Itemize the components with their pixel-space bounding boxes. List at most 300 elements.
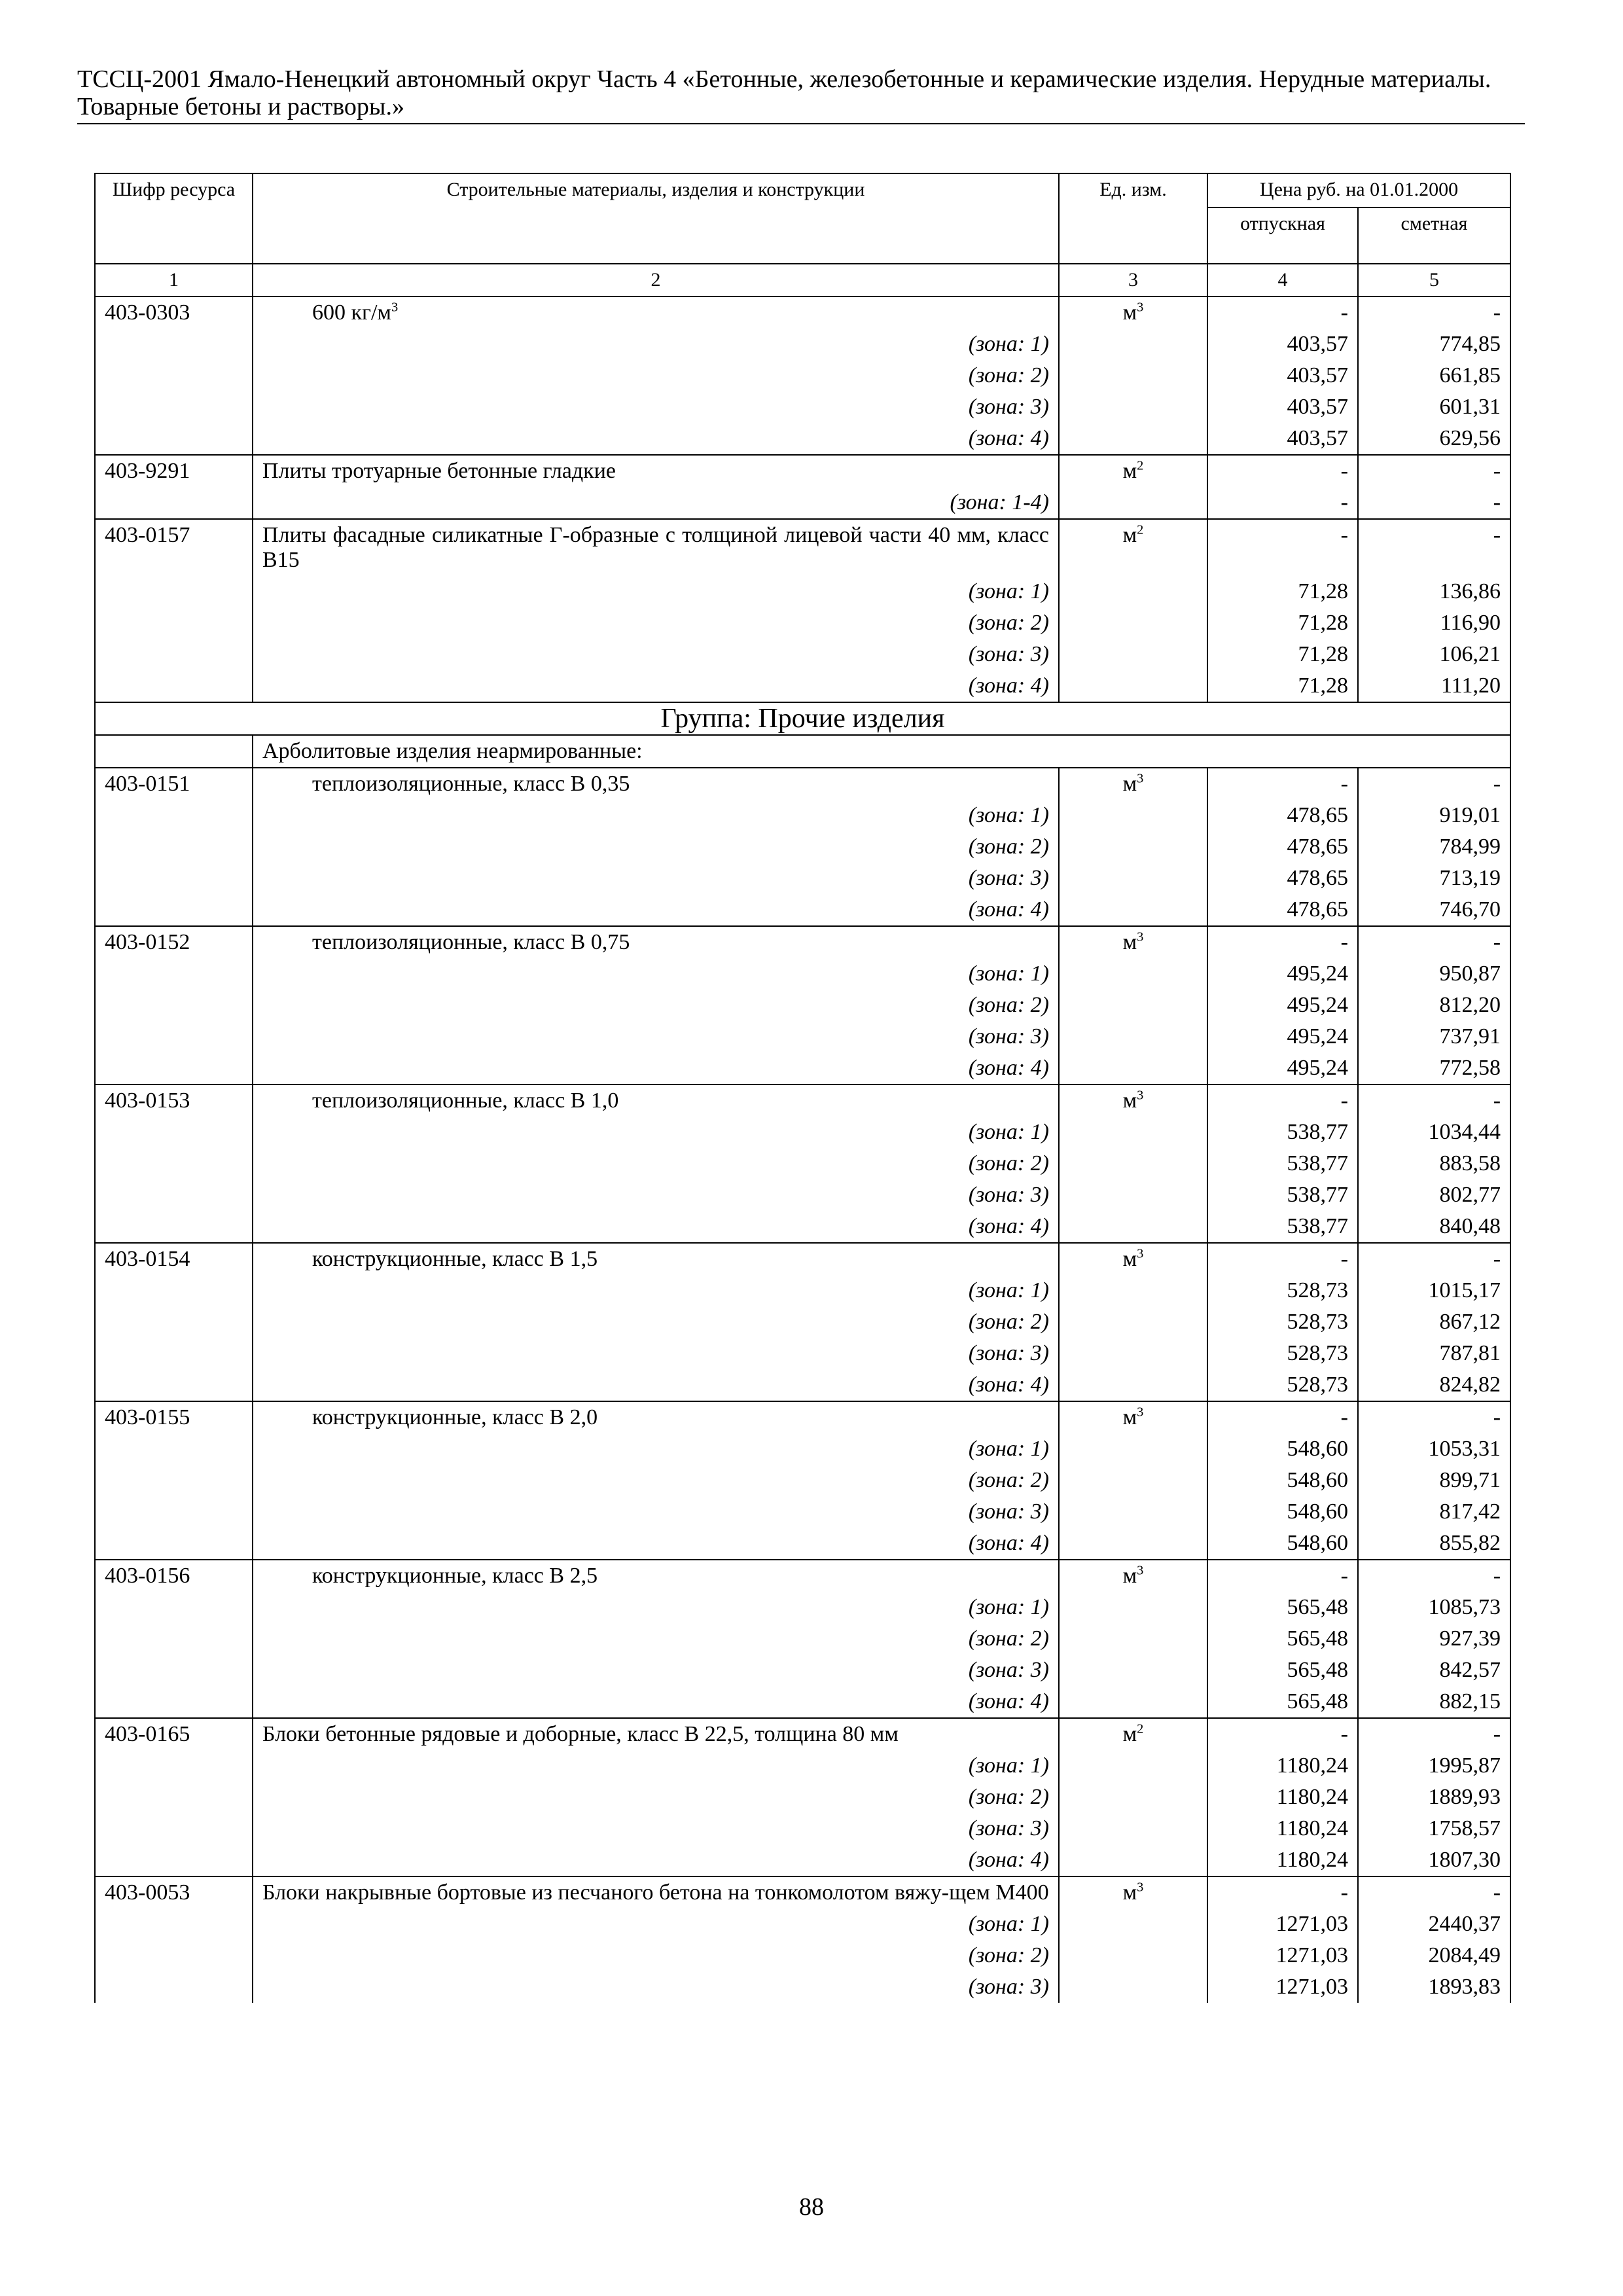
release-price: -: [1207, 926, 1358, 958]
zone-label: (зона: 1): [253, 1750, 1059, 1782]
zone-release-price: 478,65: [1207, 894, 1358, 926]
item-name: теплоизоляционные, класс В 0,35: [253, 768, 1059, 800]
column-number: 3: [1059, 264, 1207, 296]
empty-code-cell: [95, 1465, 253, 1496]
zone-release-price: 1180,24: [1207, 1844, 1358, 1876]
empty-code-cell: [95, 990, 253, 1021]
empty-unit-cell: [1059, 576, 1207, 607]
zone-release-price: 495,24: [1207, 1021, 1358, 1052]
zone-row: [95, 1148, 1510, 1179]
zone-row: [95, 990, 1510, 1021]
zone-release-price: 565,48: [1207, 1686, 1358, 1718]
zone-row: [95, 360, 1510, 391]
col-unit-header: Ед. изм.: [1059, 173, 1207, 264]
zone-row: [95, 1940, 1510, 1971]
zone-row: [95, 800, 1510, 831]
zone-release-price: 548,60: [1207, 1465, 1358, 1496]
group-title-row: [95, 702, 1510, 735]
unit-cell-text: м: [1122, 1564, 1137, 1588]
table-header-row: [95, 173, 1510, 207]
unit-cell: [1059, 768, 1207, 800]
zone-estimate-price: 746,70: [1358, 894, 1510, 926]
zone-estimate-price: 927,39: [1358, 1623, 1510, 1655]
empty-unit-cell: [1059, 1592, 1207, 1623]
estimate-price: -: [1358, 768, 1510, 800]
zone-row: [95, 1306, 1510, 1338]
unit-cell: [1059, 1560, 1207, 1592]
zone-release-price: 403,57: [1207, 423, 1358, 455]
zone-row: [95, 1465, 1510, 1496]
zone-label: (зона: 2): [253, 1306, 1059, 1338]
zone-release-price: 1271,03: [1207, 1909, 1358, 1940]
unit-cell-superscript: 3: [1137, 929, 1144, 944]
zone-release-price: 495,24: [1207, 990, 1358, 1021]
release-price: -: [1207, 1876, 1358, 1909]
zone-estimate-price: -: [1358, 487, 1510, 519]
zone-release-price: 528,73: [1207, 1338, 1358, 1369]
empty-code-cell: [95, 1275, 253, 1306]
release-price: -: [1207, 1085, 1358, 1117]
zone-label: (зона: 4): [253, 1211, 1059, 1243]
zone-estimate-price: 1758,57: [1358, 1813, 1510, 1844]
zone-label: (зона: 1): [253, 576, 1059, 607]
zone-estimate-price: 2084,49: [1358, 1940, 1510, 1971]
release-price: -: [1207, 1560, 1358, 1592]
empty-code-cell: [95, 1623, 253, 1655]
zone-estimate-price: 899,71: [1358, 1465, 1510, 1496]
empty-unit-cell: [1059, 1528, 1207, 1560]
zone-estimate-price: 772,58: [1358, 1052, 1510, 1085]
zone-label: (зона: 1): [253, 1117, 1059, 1148]
empty-code-cell: [95, 1052, 253, 1085]
zone-estimate-price: 824,82: [1358, 1369, 1510, 1401]
zone-label: (зона: 1): [253, 958, 1059, 990]
unit-cell: [1059, 926, 1207, 958]
zone-label: (зона: 3): [253, 1338, 1059, 1369]
item-row: [95, 926, 1510, 958]
item-name: Плиты фасадные силикатные Г-образные с толщиной лицевой части 40 мм, класс В15: [253, 519, 1059, 576]
zone-release-price: 528,73: [1207, 1306, 1358, 1338]
zone-estimate-price: 842,57: [1358, 1655, 1510, 1686]
unit-cell: [1059, 1243, 1207, 1275]
zone-row: [95, 1592, 1510, 1623]
zone-label: (зона: 2): [253, 1148, 1059, 1179]
zone-estimate-price: 774,85: [1358, 329, 1510, 360]
empty-unit-cell: [1059, 1275, 1207, 1306]
zone-release-price: 528,73: [1207, 1275, 1358, 1306]
zone-row: [95, 391, 1510, 423]
estimate-price: -: [1358, 926, 1510, 958]
empty-unit-cell: [1059, 329, 1207, 360]
release-price: -: [1207, 768, 1358, 800]
zone-estimate-price: 1893,83: [1358, 1971, 1510, 2003]
empty-code-cell: [95, 1782, 253, 1813]
item-name: Блоки бетонные рядовые и доборные, класс В 22,5, толщина 80 мм: [253, 1718, 1059, 1750]
zone-row: [95, 1686, 1510, 1718]
zone-row: [95, 1052, 1510, 1085]
item-name: теплоизоляционные, класс В 1,0: [253, 1085, 1059, 1117]
empty-unit-cell: [1059, 1782, 1207, 1813]
zone-label: (зона: 3): [253, 1813, 1059, 1844]
item-name: теплоизоляционные, класс В 0,75: [253, 926, 1059, 958]
zone-estimate-price: 882,15: [1358, 1686, 1510, 1718]
table-body-group: [95, 768, 1510, 2003]
col-release-header: отпускная: [1207, 207, 1358, 264]
zone-label: (зона: 2): [253, 607, 1059, 639]
empty-code-cell: [95, 1655, 253, 1686]
zone-estimate-price: 601,31: [1358, 391, 1510, 423]
zone-release-price: 1271,03: [1207, 1971, 1358, 2003]
zone-label: (зона: 4): [253, 894, 1059, 926]
empty-code-cell: [95, 800, 253, 831]
zone-label: (зона: 3): [253, 391, 1059, 423]
zone-row: [95, 1179, 1510, 1211]
zone-row: [95, 1211, 1510, 1243]
zone-estimate-price: 111,20: [1358, 670, 1510, 702]
zone-release-price: 565,48: [1207, 1592, 1358, 1623]
zone-release-price: 1180,24: [1207, 1813, 1358, 1844]
zone-label: (зона: 2): [253, 360, 1059, 391]
column-number: 5: [1358, 264, 1510, 296]
zone-release-price: 1180,24: [1207, 1782, 1358, 1813]
unit-cell: [1059, 1876, 1207, 1909]
empty-unit-cell: [1059, 894, 1207, 926]
zone-estimate-price: 817,42: [1358, 1496, 1510, 1528]
zone-estimate-price: 1807,30: [1358, 1844, 1510, 1876]
unit-cell: [1059, 1718, 1207, 1750]
zone-estimate-price: 812,20: [1358, 990, 1510, 1021]
zone-release-price: 538,77: [1207, 1148, 1358, 1179]
zone-row: [95, 1909, 1510, 1940]
empty-unit-cell: [1059, 1148, 1207, 1179]
zone-release-price: 1271,03: [1207, 1940, 1358, 1971]
item-name: конструкционные, класс В 1,5: [253, 1243, 1059, 1275]
unit-cell-superscript: 2: [1137, 522, 1144, 537]
unit-cell-superscript: 3: [1137, 771, 1144, 786]
release-price: -: [1207, 1401, 1358, 1433]
empty-unit-cell: [1059, 863, 1207, 894]
empty-code-cell: [95, 1117, 253, 1148]
zone-release-price: 1180,24: [1207, 1750, 1358, 1782]
table-body-top: [95, 296, 1510, 702]
empty-code-cell: [95, 1813, 253, 1844]
zone-estimate-price: 1015,17: [1358, 1275, 1510, 1306]
zone-label: (зона: 3): [253, 1971, 1059, 2003]
item-name: Блоки накрывные бортовые из песчаного бетона на тонкомолотом вяжу-щем М400: [253, 1876, 1059, 1909]
zone-estimate-price: 950,87: [1358, 958, 1510, 990]
empty-unit-cell: [1059, 1686, 1207, 1718]
item-row: [95, 455, 1510, 487]
resource-code: 403-0155: [95, 1401, 253, 1433]
zone-row: [95, 1655, 1510, 1686]
zone-release-price: 538,77: [1207, 1179, 1358, 1211]
zone-label: (зона: 4): [253, 423, 1059, 455]
zone-label: (зона: 2): [253, 1940, 1059, 1971]
zone-estimate-price: 2440,37: [1358, 1909, 1510, 1940]
subheading-code-cell: [95, 735, 253, 768]
resource-code: 403-0152: [95, 926, 253, 958]
empty-unit-cell: [1059, 423, 1207, 455]
resource-code: 403-0151: [95, 768, 253, 800]
group-title: Группа: Прочие изделия: [95, 702, 1510, 735]
zone-release-price: 528,73: [1207, 1369, 1358, 1401]
empty-code-cell: [95, 1433, 253, 1465]
empty-code-cell: [95, 1528, 253, 1560]
unit-cell-superscript: 3: [1137, 300, 1144, 315]
estimate-price: -: [1358, 1718, 1510, 1750]
item-name-superscript: 3: [391, 300, 399, 315]
estimate-price: -: [1358, 1876, 1510, 1909]
unit-cell: [1059, 1401, 1207, 1433]
zone-row: [95, 1971, 1510, 2003]
empty-code-cell: [95, 1940, 253, 1971]
zone-row: [95, 1528, 1510, 1560]
empty-code-cell: [95, 607, 253, 639]
empty-unit-cell: [1059, 607, 1207, 639]
zone-estimate-price: 867,12: [1358, 1306, 1510, 1338]
empty-unit-cell: [1059, 360, 1207, 391]
zone-estimate-price: 1053,31: [1358, 1433, 1510, 1465]
unit-cell-text: м: [1122, 1088, 1137, 1113]
zone-row: [95, 958, 1510, 990]
zone-release-price: 548,60: [1207, 1496, 1358, 1528]
zone-label: (зона: 2): [253, 990, 1059, 1021]
zone-release-price: -: [1207, 487, 1358, 519]
empty-unit-cell: [1059, 958, 1207, 990]
zone-row: [95, 607, 1510, 639]
empty-unit-cell: [1059, 1117, 1207, 1148]
zone-row: [95, 1433, 1510, 1465]
empty-unit-cell: [1059, 1338, 1207, 1369]
zone-release-price: 565,48: [1207, 1623, 1358, 1655]
estimate-price: -: [1358, 455, 1510, 487]
zone-release-price: 478,65: [1207, 800, 1358, 831]
zone-estimate-price: 1995,87: [1358, 1750, 1510, 1782]
zone-row: [95, 831, 1510, 863]
zone-release-price: 71,28: [1207, 607, 1358, 639]
col-name-header: Строительные материалы, изделия и конструкции: [253, 173, 1059, 264]
zone-row: [95, 1750, 1510, 1782]
unit-cell-text: м: [1122, 1722, 1137, 1746]
empty-unit-cell: [1059, 1306, 1207, 1338]
zone-estimate-price: 919,01: [1358, 800, 1510, 831]
subheading-row: [95, 735, 1510, 768]
empty-unit-cell: [1059, 1844, 1207, 1876]
zone-estimate-price: 1889,93: [1358, 1782, 1510, 1813]
unit-cell-superscript: 3: [1137, 1880, 1144, 1895]
zone-estimate-price: 855,82: [1358, 1528, 1510, 1560]
empty-code-cell: [95, 1971, 253, 2003]
zone-release-price: 495,24: [1207, 958, 1358, 990]
zone-release-price: 495,24: [1207, 1052, 1358, 1085]
empty-code-cell: [95, 670, 253, 702]
unit-cell-superscript: 3: [1137, 1563, 1144, 1578]
unit-cell-superscript: 3: [1137, 1405, 1144, 1420]
empty-code-cell: [95, 894, 253, 926]
empty-code-cell: [95, 863, 253, 894]
unit-cell-superscript: 3: [1137, 1088, 1144, 1103]
zone-estimate-price: 116,90: [1358, 607, 1510, 639]
resource-code: 403-0303: [95, 296, 253, 329]
zone-release-price: 548,60: [1207, 1433, 1358, 1465]
unit-cell-superscript: 2: [1137, 458, 1144, 473]
empty-unit-cell: [1059, 1496, 1207, 1528]
empty-code-cell: [95, 487, 253, 519]
header-rule: [77, 123, 1525, 124]
empty-unit-cell: [1059, 1433, 1207, 1465]
zone-release-price: 71,28: [1207, 639, 1358, 670]
zone-release-price: 403,57: [1207, 391, 1358, 423]
zone-estimate-price: 802,77: [1358, 1179, 1510, 1211]
zone-release-price: 71,28: [1207, 576, 1358, 607]
zone-row: [95, 1338, 1510, 1369]
unit-cell-text: м: [1122, 459, 1137, 483]
zone-label: (зона: 4): [253, 670, 1059, 702]
zone-label: (зона: 4): [253, 1686, 1059, 1718]
zone-label: (зона: 2): [253, 1465, 1059, 1496]
zone-estimate-price: 106,21: [1358, 639, 1510, 670]
item-row: [95, 519, 1510, 576]
unit-cell-text: м: [1122, 772, 1137, 796]
empty-unit-cell: [1059, 391, 1207, 423]
zone-estimate-price: 1085,73: [1358, 1592, 1510, 1623]
estimate-price: -: [1358, 296, 1510, 329]
zone-label: (зона: 4): [253, 1369, 1059, 1401]
empty-unit-cell: [1059, 1813, 1207, 1844]
item-row: [95, 1401, 1510, 1433]
zone-row: [95, 894, 1510, 926]
empty-unit-cell: [1059, 1369, 1207, 1401]
zone-release-price: 565,48: [1207, 1655, 1358, 1686]
item-row: [95, 296, 1510, 329]
zone-row: [95, 1844, 1510, 1876]
zone-estimate-price: 661,85: [1358, 360, 1510, 391]
empty-code-cell: [95, 1179, 253, 1211]
zone-label: (зона: 1): [253, 1592, 1059, 1623]
column-number: 2: [253, 264, 1059, 296]
empty-code-cell: [95, 391, 253, 423]
item-row: [95, 1718, 1510, 1750]
zone-label: (зона: 2): [253, 1782, 1059, 1813]
col-estimate-header: сметная: [1358, 207, 1510, 264]
empty-unit-cell: [1059, 1750, 1207, 1782]
zone-label: (зона: 1): [253, 1275, 1059, 1306]
empty-code-cell: [95, 1909, 253, 1940]
unit-cell: [1059, 519, 1207, 576]
zone-row: [95, 863, 1510, 894]
empty-unit-cell: [1059, 1909, 1207, 1940]
zone-release-price: 403,57: [1207, 329, 1358, 360]
unit-cell-text: м: [1122, 1880, 1137, 1905]
resource-code: 403-0165: [95, 1718, 253, 1750]
empty-code-cell: [95, 958, 253, 990]
empty-code-cell: [95, 1496, 253, 1528]
empty-unit-cell: [1059, 1465, 1207, 1496]
zone-release-price: 478,65: [1207, 831, 1358, 863]
zone-row: [95, 487, 1510, 519]
item-name: конструкционные, класс В 2,0: [253, 1401, 1059, 1433]
group-section: [95, 702, 1510, 768]
zone-release-price: 548,60: [1207, 1528, 1358, 1560]
zone-label: (зона: 3): [253, 1179, 1059, 1211]
zone-label: (зона: 1): [253, 329, 1059, 360]
zone-estimate-price: 840,48: [1358, 1211, 1510, 1243]
subheading-text: Арболитовые изделия неармированные:: [253, 735, 1510, 768]
zone-release-price: 538,77: [1207, 1211, 1358, 1243]
empty-code-cell: [95, 423, 253, 455]
empty-code-cell: [95, 360, 253, 391]
empty-unit-cell: [1059, 1940, 1207, 1971]
release-price: -: [1207, 296, 1358, 329]
zone-row: [95, 576, 1510, 607]
unit-cell: [1059, 1085, 1207, 1117]
estimate-price: -: [1358, 1085, 1510, 1117]
empty-unit-cell: [1059, 487, 1207, 519]
zone-label: (зона: 3): [253, 1021, 1059, 1052]
zone-release-price: 71,28: [1207, 670, 1358, 702]
zone-row: [95, 670, 1510, 702]
zone-label: (зона: 3): [253, 639, 1059, 670]
estimate-price: -: [1358, 1401, 1510, 1433]
document-header: [77, 65, 1525, 120]
estimate-price: -: [1358, 1243, 1510, 1275]
zone-label: (зона: 1): [253, 800, 1059, 831]
zone-release-price: 403,57: [1207, 360, 1358, 391]
unit-cell-text: м: [1122, 1405, 1137, 1429]
empty-code-cell: [95, 1148, 253, 1179]
release-price: -: [1207, 519, 1358, 576]
item-row: [95, 1560, 1510, 1592]
zone-label: (зона: 1): [253, 1909, 1059, 1940]
empty-unit-cell: [1059, 639, 1207, 670]
item-row: [95, 1876, 1510, 1909]
empty-code-cell: [95, 639, 253, 670]
zone-estimate-price: 136,86: [1358, 576, 1510, 607]
release-price: -: [1207, 1718, 1358, 1750]
zone-row: [95, 1623, 1510, 1655]
empty-code-cell: [95, 1369, 253, 1401]
column-number: 4: [1207, 264, 1358, 296]
zone-row: [95, 1782, 1510, 1813]
empty-code-cell: [95, 1338, 253, 1369]
zone-label: (зона: 2): [253, 1623, 1059, 1655]
zone-label: (зона: 1-4): [253, 487, 1059, 519]
header-line-2: Товарные бетоны и растворы.»: [77, 93, 404, 120]
zone-row: [95, 423, 1510, 455]
estimate-price: -: [1358, 519, 1510, 576]
empty-code-cell: [95, 1844, 253, 1876]
zone-label: (зона: 2): [253, 831, 1059, 863]
empty-unit-cell: [1059, 1655, 1207, 1686]
empty-unit-cell: [1059, 670, 1207, 702]
zone-label: (зона: 3): [253, 1496, 1059, 1528]
column-number: 1: [95, 264, 253, 296]
empty-code-cell: [95, 1021, 253, 1052]
unit-cell: [1059, 455, 1207, 487]
zone-estimate-price: 1034,44: [1358, 1117, 1510, 1148]
zone-label: (зона: 1): [253, 1433, 1059, 1465]
zone-row: [95, 1275, 1510, 1306]
empty-unit-cell: [1059, 1623, 1207, 1655]
empty-code-cell: [95, 329, 253, 360]
zone-label: (зона: 4): [253, 1052, 1059, 1085]
item-name: [253, 296, 1059, 329]
resource-code: 403-0153: [95, 1085, 253, 1117]
price-table: [94, 173, 1511, 2003]
unit-cell-superscript: 2: [1137, 1721, 1144, 1736]
col-code-header: Шифр ресурса: [95, 173, 253, 264]
zone-row: [95, 1369, 1510, 1401]
